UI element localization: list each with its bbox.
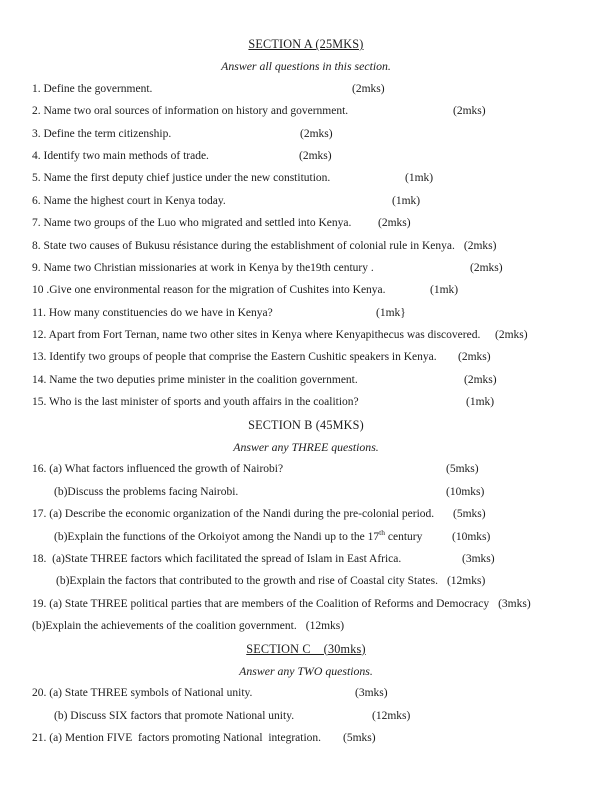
question-line: [0, 257, 612, 279]
marks-label: (12mks): [305, 620, 345, 633]
section-subtitle-row: [0, 660, 612, 682]
question-line: [0, 235, 612, 257]
question-line: [0, 727, 612, 749]
question-line: [0, 615, 612, 637]
question-line: [0, 100, 612, 122]
question-text: (b)Explain the factors that contributed to the growth and rise of Coastal city States.: [56, 575, 438, 588]
marks-label: (5mks): [446, 463, 479, 476]
question-line: [0, 526, 612, 548]
marks-label: (12mks): [446, 575, 486, 588]
question-line: [0, 190, 612, 212]
marks-label: (3mks): [355, 687, 388, 700]
section-subtitle: Answer any THREE questions.: [233, 440, 379, 455]
question-text: (b)Discuss the problems facing Nairobi.: [54, 485, 239, 498]
section-header-row: [0, 33, 612, 55]
marks-label: (5mks): [453, 508, 486, 521]
marks-label: (3mks): [498, 597, 531, 610]
section-subtitle-row: [0, 55, 612, 77]
section-header-row: [0, 638, 612, 660]
question-line: [0, 682, 612, 704]
marks-label: (2mks): [299, 149, 332, 162]
question-text: 7. Name two groups of the Luo who migrated and settled into Kenya.: [32, 217, 352, 230]
question-text: 9. Name two Christian missionaries at work in Kenya by the19th century .: [32, 261, 374, 274]
question-text: 17. (a) Describe the economic organization of the Nandi during the pre-colonial period.: [32, 508, 435, 521]
marks-label: (2mks): [470, 261, 503, 274]
section-subtitle: Answer any TWO questions.: [239, 663, 373, 678]
section-header-row: [0, 414, 612, 436]
section-subtitle: Answer all questions in this section.: [221, 59, 391, 74]
marks-label: (12mks): [372, 709, 411, 722]
question-text: 12. Apart from Fort Ternan, name two other sites in Kenya where Kenyapithecus was discovered.: [32, 329, 481, 342]
question-line: [0, 279, 612, 301]
question-text: [32, 527, 423, 543]
marks-label: (1mk): [466, 396, 495, 409]
marks-label: (2mks): [458, 351, 491, 364]
marks-label: (2mks): [464, 373, 497, 386]
marks-label: (3mks): [462, 552, 495, 565]
question-text: 21. (a) Mention FIVE factors promoting National integration.: [32, 732, 322, 745]
question-line: [0, 593, 612, 615]
superscript-ordinal: th: [379, 527, 385, 537]
question-line: [0, 705, 612, 727]
question-text: 6. Name the highest court in Kenya today.: [32, 194, 226, 207]
question-text: 3. Define the term citizenship.: [32, 127, 172, 140]
question-text: 8. State two causes of Bukusu résistance during the establishment of colonial rule in Kenya.: [32, 239, 455, 252]
question-line: [0, 391, 612, 413]
marks-label: (2mks): [378, 217, 411, 230]
question-text-part: century: [384, 530, 423, 543]
marks-label: (5mks): [343, 732, 376, 745]
marks-label: (1mk): [392, 194, 421, 207]
marks-label: (10mks): [452, 530, 491, 543]
question-line: [0, 123, 612, 145]
question-text: (b)Explain the achievements of the coalition government.: [32, 620, 297, 633]
question-text: 16. (a) What factors influenced the growth of Nairobi?: [32, 463, 284, 476]
question-line: [0, 324, 612, 346]
marks-label: (2mks): [352, 82, 385, 95]
question-text-part: (b)Explain the functions of the Orkoiyot among the Nandi up to the 17: [54, 530, 380, 543]
question-line: [0, 145, 612, 167]
question-text: 13. Identify two groups of people that comprise the Eastern Cushitic speakers in Kenya.: [32, 351, 437, 364]
section-subtitle-row: [0, 436, 612, 458]
section-title: SECTION C (30mks): [246, 641, 366, 656]
question-text: (b) Discuss SIX factors that promote National unity.: [54, 709, 295, 722]
marks-label: (10mks): [446, 485, 485, 498]
question-text: 11. How many constituencies do we have in Kenya?: [32, 306, 273, 319]
question-line: [0, 481, 612, 503]
question-line: [0, 346, 612, 368]
question-text: 20. (a) State THREE symbols of National unity.: [32, 687, 253, 700]
question-text: 2. Name two oral sources of information on history and government.: [32, 105, 349, 118]
question-line: [0, 570, 612, 592]
question-line: [0, 302, 612, 324]
question-line: [0, 167, 612, 189]
question-line: [0, 369, 612, 391]
question-text: 19. (a) State THREE political parties that are members of the Coalition of Reforms and Democracy: [32, 597, 490, 610]
marks-label: (2mks): [495, 329, 528, 342]
question-text: 15. Who is the last minister of sports and youth affairs in the coalition?: [32, 396, 359, 409]
question-line: [0, 503, 612, 525]
question-text: 14. Name the two deputies prime minister in the coalition government.: [32, 373, 358, 386]
marks-label: (2mks): [453, 105, 486, 118]
marks-label: (1mk): [405, 172, 434, 185]
section-title: SECTION A (25MKS): [248, 37, 364, 51]
question-line: [0, 458, 612, 480]
section-title: SECTION B (45MKS): [248, 417, 364, 432]
question-line: [0, 548, 612, 570]
question-text: 1. Define the government.: [32, 82, 153, 95]
question-text: 4. Identify two main methods of trade.: [32, 149, 209, 162]
question-text: 18. (a)State THREE factors which facilitated the spread of Islam in East Africa.: [32, 552, 402, 565]
question-text: 10 .Give one environmental reason for the migration of Cushites into Kenya.: [32, 284, 386, 297]
marks-label: (2mks): [463, 239, 497, 252]
marks-label: (2mks): [300, 127, 333, 140]
question-text: 5. Name the first deputy chief justice under the new constitution.: [32, 172, 331, 185]
question-line: [0, 212, 612, 234]
question-line: [0, 78, 612, 100]
marks-label: (1mk): [430, 284, 459, 297]
marks-label: (1mk}: [376, 306, 406, 319]
